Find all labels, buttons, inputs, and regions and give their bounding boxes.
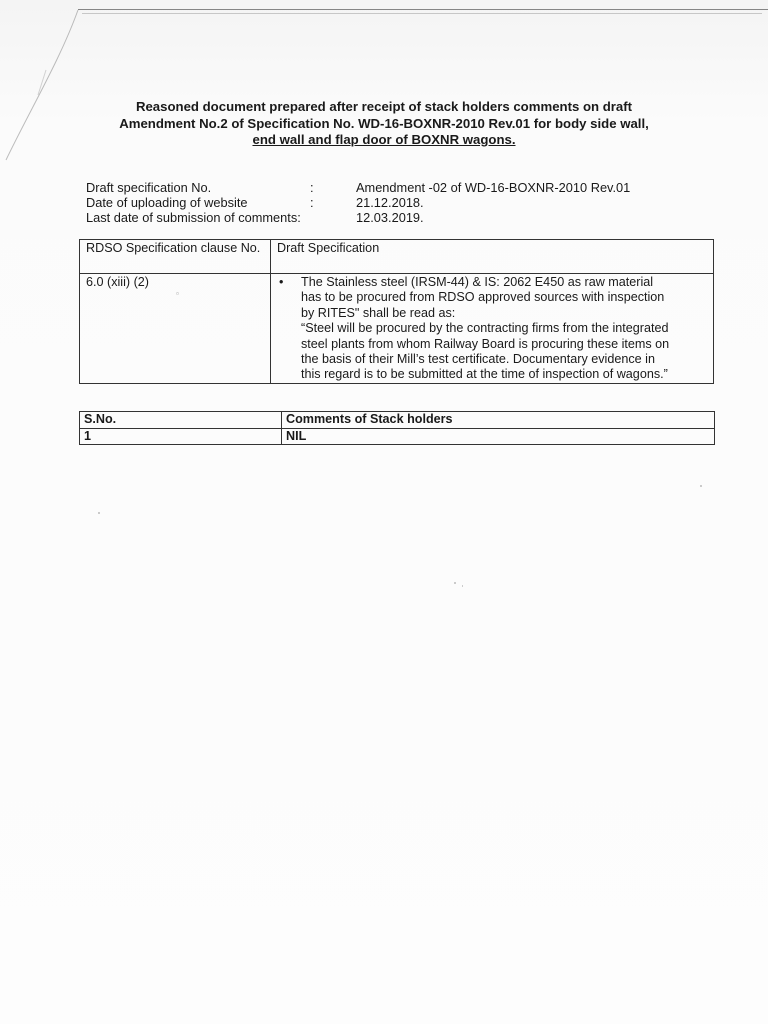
meta-colon: : [310, 195, 314, 211]
scan-speck [462, 585, 463, 587]
title-line-3: end wall and flap door of BOXNR wagons. [252, 132, 516, 147]
scan-edge-line [82, 13, 762, 14]
meta-row-last-date [86, 210, 706, 225]
comments-header-row [80, 412, 715, 429]
meta-label: Draft specification No. [86, 180, 212, 195]
spec-line: this regard is to be submitted at the time of inspection of wagons.” [301, 367, 668, 382]
meta-value: Amendment -02 of WD-16-BOXNR-2010 Rev.01 [356, 180, 631, 195]
spec-line: The Stainless steel (IRSM-44) & IS: 2062 E450 as raw material [301, 275, 654, 289]
header-comments: Comments of Stack holders [282, 412, 715, 429]
spec-line: steel plants from whom Railway Board is procuring these items on [301, 336, 670, 351]
draft-spec-text [301, 275, 707, 383]
meta-colon: : [310, 180, 314, 195]
meta-row-upload-date [86, 195, 706, 210]
meta-colon [310, 210, 356, 225]
clause-cell: 6.0 (xiii) (2) [80, 274, 271, 384]
table-row [80, 429, 715, 445]
spec-line: “Steel will be procured by the contracting firms from the integrated [301, 321, 669, 336]
header-clause: RDSO Specification clause No. [80, 240, 271, 274]
spec-line: has to be procured from RDSO approved sources with inspection [301, 290, 665, 305]
header-draft-spec: Draft Specification [271, 240, 714, 274]
scan-speck [98, 512, 100, 514]
scan-smudge: ▫ [176, 289, 179, 298]
table-header-row [80, 240, 714, 274]
draft-spec-cell [271, 274, 714, 384]
table-row [80, 274, 714, 384]
meta-value: 21.12.2018. [356, 195, 424, 211]
spec-line: by RITES" shall be read as: [301, 305, 456, 320]
document-title [60, 99, 708, 149]
comment-cell: NIL [282, 429, 715, 445]
scan-edge-line [78, 9, 768, 10]
spec-line: the basis of their Mill’s test certificate. Documentary evidence in [301, 352, 655, 367]
document-meta [86, 180, 706, 226]
meta-value: 12.03.2019. [356, 210, 424, 226]
specification-table [79, 239, 714, 384]
scan-speck [454, 582, 456, 584]
meta-label: Last date of submission of comments: [86, 210, 301, 226]
bullet-icon: • [279, 275, 284, 289]
comments-table [79, 411, 715, 445]
header-sno: S.No. [80, 412, 282, 429]
title-line-1: Reasoned document prepared after receipt of stack holders comments on draft [135, 99, 633, 114]
title-line-2: Amendment No.2 of Specification No. WD-16-BOXNR-2010 Rev.01 for body side wall, [119, 115, 649, 131]
scan-speck [700, 485, 702, 487]
meta-label: Date of uploading of website [86, 195, 248, 211]
meta-row-spec-no [86, 180, 706, 195]
sno-cell: 1 [80, 429, 282, 445]
bullet-item [277, 275, 707, 383]
